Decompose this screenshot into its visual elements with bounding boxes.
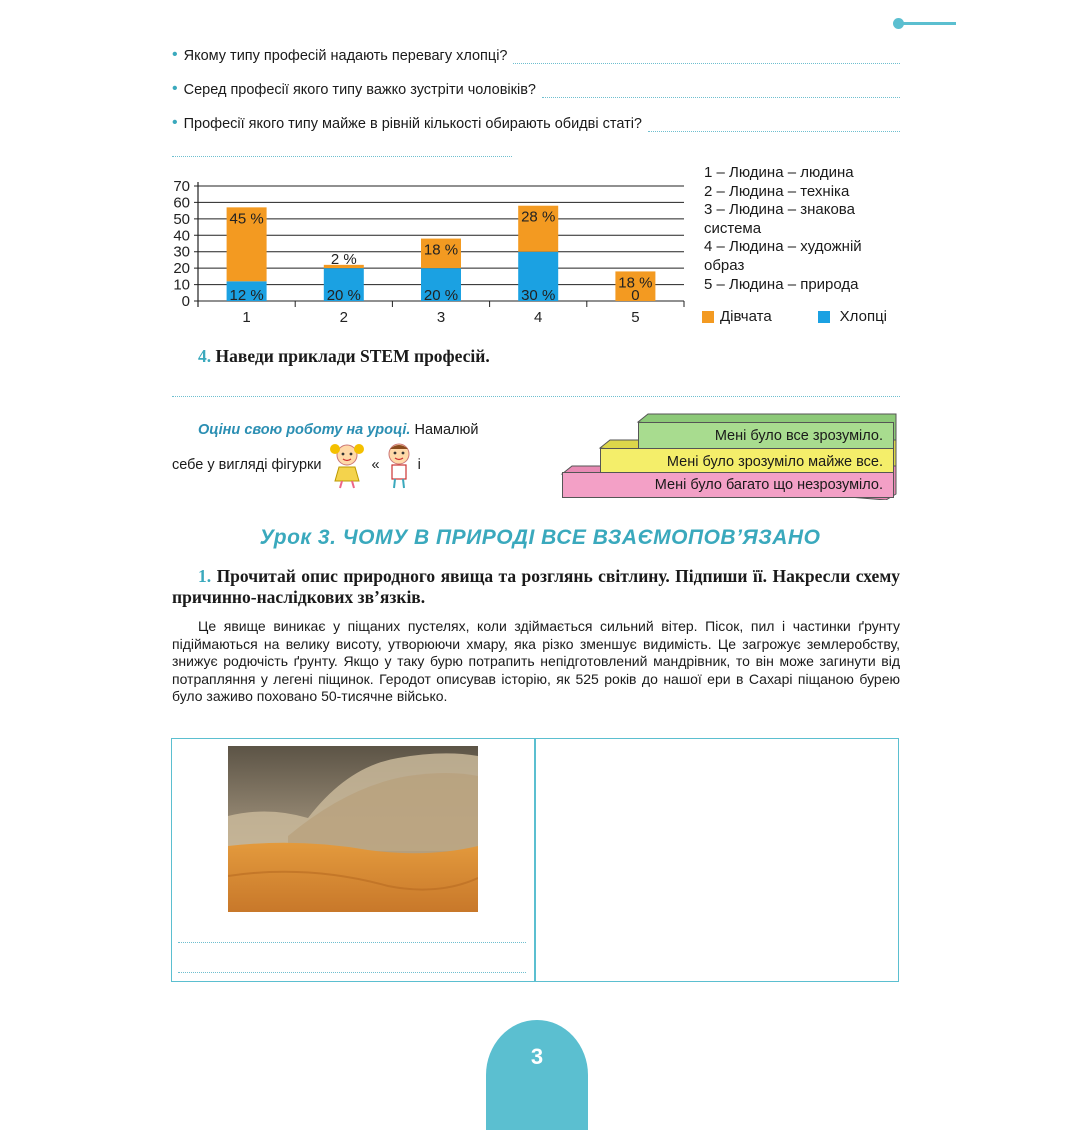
answer-line[interactable] bbox=[513, 49, 900, 64]
step-much-not-understood[interactable]: Мені було багато що незрозуміло. bbox=[562, 472, 894, 498]
y-tick-label: 50 bbox=[173, 210, 190, 228]
legend-label-girls: Дівчата bbox=[720, 308, 772, 325]
bullet-icon: • bbox=[172, 46, 178, 63]
task-4 bbox=[198, 346, 490, 367]
y-tick-label: 0 bbox=[181, 293, 190, 310]
question-2: • Серед професії якого типу важко зустріти чоловіків? bbox=[172, 78, 900, 98]
photo-caption-line-1[interactable] bbox=[178, 942, 526, 943]
task-1 bbox=[172, 566, 900, 608]
category-legend-item: 4 – Людина – художній bbox=[704, 238, 862, 256]
y-tick-label: 10 bbox=[173, 276, 190, 294]
y-tick-label: 40 bbox=[173, 227, 190, 245]
task-text: Наведи приклади STEM професій. bbox=[215, 346, 490, 366]
data-label: 18 % bbox=[423, 241, 459, 259]
category-legend-item: система bbox=[704, 219, 762, 237]
lesson-title: Урок 3. ЧОМУ В ПРИРОДІ ВСЕ ВЗАЄМОПОВ’ЯЗАНО bbox=[259, 526, 821, 549]
category-legend-item: образ bbox=[704, 257, 745, 274]
x-tick-label: 1 bbox=[242, 309, 251, 326]
bullet-icon: • bbox=[172, 80, 178, 97]
question-1: • Якому типу професій надають перевагу хлопці? bbox=[172, 44, 900, 64]
page-number: 3 bbox=[530, 1044, 544, 1069]
bar-chart bbox=[160, 168, 700, 338]
y-tick-label: 60 bbox=[173, 194, 190, 212]
data-label: 2 % bbox=[330, 250, 357, 268]
data-label: 45 % bbox=[229, 210, 264, 228]
data-label: 12 % bbox=[229, 287, 264, 304]
x-tick-label: 2 bbox=[339, 309, 348, 326]
y-tick-label: 20 bbox=[173, 260, 190, 278]
answer-line[interactable] bbox=[542, 83, 900, 98]
task-4-answer-line[interactable] bbox=[172, 396, 900, 397]
header-decoration-line bbox=[898, 22, 956, 25]
step-understood-all[interactable]: Мені було все зрозуміло. bbox=[638, 422, 894, 450]
answer-box-divider bbox=[534, 738, 536, 982]
series-legend bbox=[702, 308, 887, 325]
category-legend-item: 5 – Людина – природа bbox=[704, 275, 859, 293]
data-label: 18 % bbox=[618, 274, 653, 292]
x-tick-label: 3 bbox=[436, 309, 446, 326]
answer-line[interactable] bbox=[648, 117, 900, 132]
self-evaluation-text: Оціни свою роботу на уроці. Намалюй себе у вигляді фігурки « і bbox=[172, 420, 532, 489]
description-paragraph: Це явище виникає у піщаних пустелях, коли здіймається сильний вітер. Пісок, пил і частинки ґрунту підіймаються на велику висоту, утворюючи хмару, яка різко зменшує видимість. Це загрожує землеробству, знижує родючість ґрунту. Якщо у таку бурю потрапить непідготовлений мандрівник, то він може загинути від потрапляння у легені піщинок. Геродот описував історію, як 525 років до нашої ери в Сахарі піщаною бурею було заживо поховано 50-тисячне військо. bbox=[172, 618, 900, 704]
bullet-icon: • bbox=[172, 114, 178, 131]
boy-figure-icon bbox=[382, 441, 416, 489]
legend-swatch-girls bbox=[702, 311, 714, 323]
x-tick-label: 5 bbox=[631, 309, 640, 326]
x-tick-label: 4 bbox=[534, 309, 543, 326]
data-label: 20 % bbox=[326, 287, 361, 304]
data-label: 0 bbox=[631, 287, 640, 304]
data-label: 20 % bbox=[423, 287, 459, 304]
evaluation-emphasis: Оціни свою роботу на уроці. bbox=[198, 422, 411, 438]
legend-swatch-boys bbox=[818, 311, 830, 323]
category-legend-item: 3 – Людина – знакова bbox=[704, 201, 855, 219]
y-tick-label: 70 bbox=[173, 178, 190, 195]
category-legend-item: 2 – Людина – техніка bbox=[704, 182, 850, 200]
category-legend-item: 1 – Людина – людина bbox=[704, 164, 854, 181]
task-text: Прочитай опис природного явища та розглянь світлину. Підпиши її. Накресли схему причинно-наслідкових зв’язків. bbox=[172, 566, 900, 607]
task-number: 1. bbox=[198, 566, 212, 586]
question-3: • Професії якого типу майже в рівній кількості обирають обидві статі? bbox=[172, 112, 900, 132]
page-number-tab bbox=[486, 1020, 588, 1130]
y-tick-label: 30 bbox=[173, 243, 190, 261]
data-label: 30 % bbox=[521, 287, 556, 304]
sandstorm-photo bbox=[228, 746, 478, 912]
task-number: 4. bbox=[198, 346, 212, 366]
data-label: 28 % bbox=[521, 208, 556, 226]
answer-line-continuation[interactable] bbox=[172, 156, 512, 157]
step-understood-almost-all[interactable]: Мені було зрозуміло майже все. bbox=[600, 448, 894, 476]
legend-label-boys: Хлопці bbox=[839, 308, 887, 325]
photo-caption-line-2[interactable] bbox=[178, 972, 526, 973]
header-decoration-dot bbox=[893, 18, 904, 29]
girl-figure-icon bbox=[324, 441, 370, 489]
